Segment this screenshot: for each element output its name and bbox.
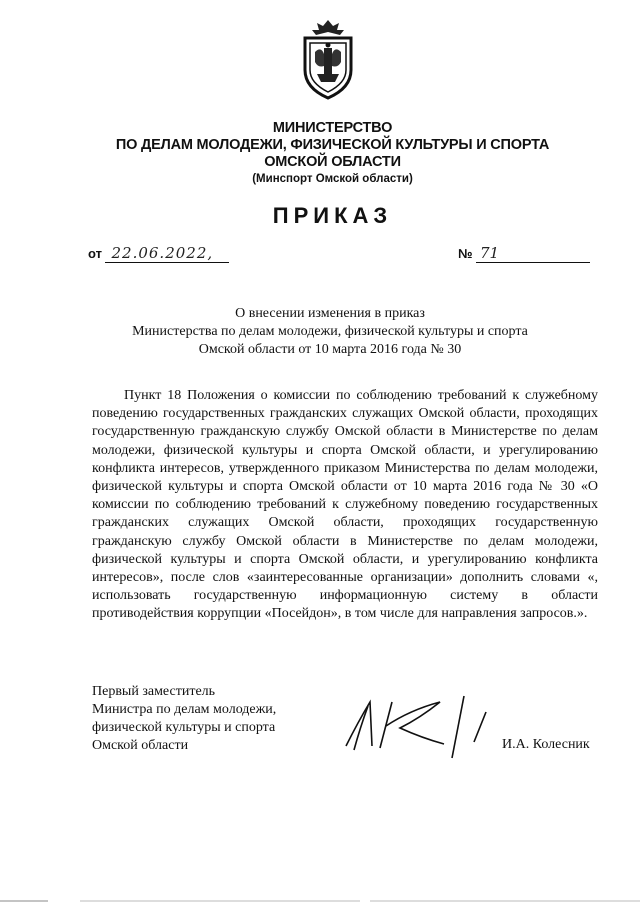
order-subject xyxy=(60,305,600,359)
ministry-header xyxy=(60,120,605,187)
document-type-title: ПРИКАЗ xyxy=(272,203,393,228)
header-line-1: МИНИСТЕРСТВО xyxy=(272,120,393,136)
position-line-1: Первый заместитель xyxy=(92,684,216,699)
subject-line-3: Омской области от 10 марта 2016 года № 30 xyxy=(198,342,462,357)
order-number xyxy=(458,244,590,263)
header-line-2: ПО ДЕЛАМ МОЛОДЕЖИ, ФИЗИЧЕСКОЙ КУЛЬТУРЫ И СПОРТА xyxy=(115,137,550,153)
signatory-position xyxy=(92,683,332,755)
position-line-3: физической культуры и спорта xyxy=(92,720,276,735)
header-short-name: (Минспорт Омской области) xyxy=(252,173,413,185)
number-label: № xyxy=(458,246,473,261)
header-line-3: ОМСКОЙ ОБЛАСТИ xyxy=(264,154,401,170)
body-paragraph: Пункт 18 Положения о комиссии по соблюдению требований к служебному поведению государственных гражданских служащих Омской области, проходящих государственную гражданскую службу Омской области в Министерстве по делам молодежи, физической культуры и спорта Омской области, и урегулированию конфликта интересов, утвержденного приказом Министерства по делам молодежи, физической культуры и спорта Омской области от 10 марта 2016 года № 30 «О комиссии по соблюдению требований к служебному поведению государственных гражданских служащих Омской области, проходящих государственную гражданскую службу Омской области в Министерстве по делам молодежи, физической культуры и спорта Омской области, и урегулированию конфликта интересов», после слов «заинтересованные организации» дополнить словами «, использовать государственную информационную систему в области противодействия коррупции «Посейдон», в том числе для направления запросов.». xyxy=(92,388,598,622)
position-line-2: Министра по делам молодежи, xyxy=(92,702,277,717)
coat-of-arms-icon xyxy=(297,18,359,100)
order-date xyxy=(88,244,229,263)
subject-line-1: О внесении изменения в приказ xyxy=(235,306,425,321)
handwritten-signature xyxy=(340,688,495,760)
number-value: 71 xyxy=(476,244,590,263)
subject-line-2: Министерства по делам молодежи, физической культуры и спорта xyxy=(132,324,528,339)
footer-rule xyxy=(0,893,640,905)
position-line-4: Омской области xyxy=(92,738,189,753)
date-value: 22.06.2022, xyxy=(105,244,229,263)
date-label: от xyxy=(88,246,102,261)
signatory-name: И.А. Колесник xyxy=(502,737,590,752)
